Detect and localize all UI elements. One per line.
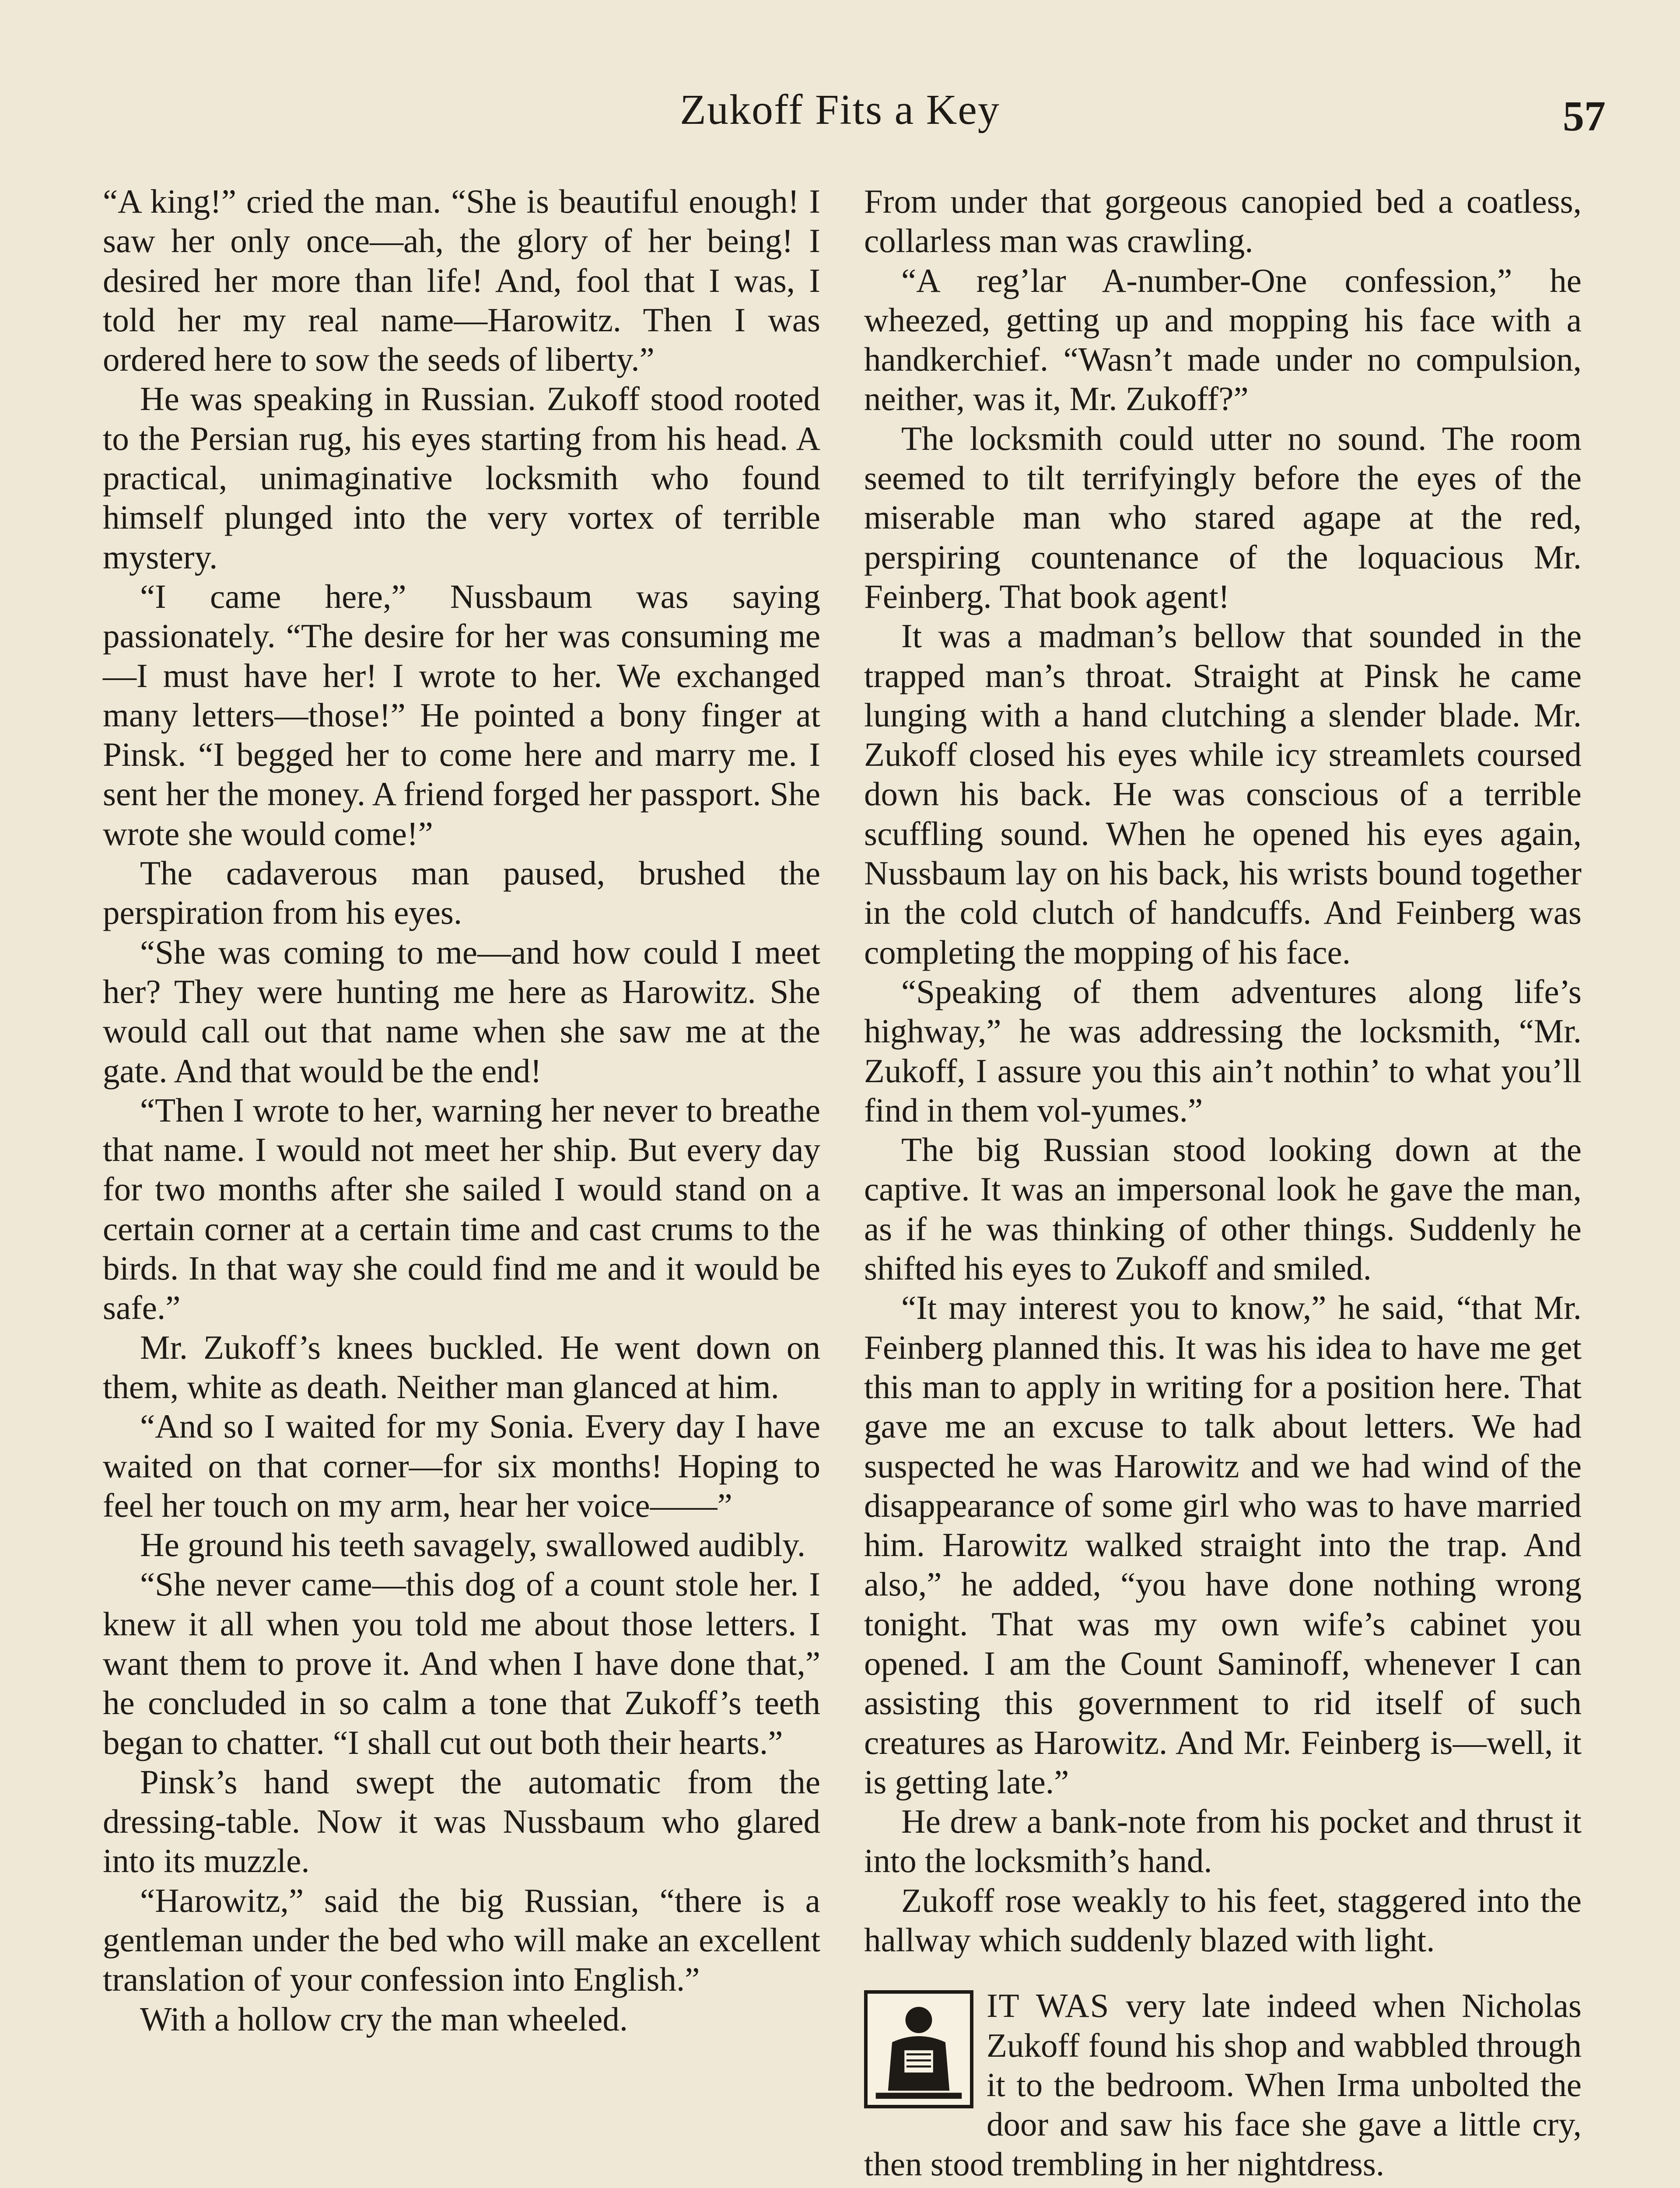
paragraph: He ground his teeth savagely, swallowed audibly. xyxy=(140,1526,806,1564)
lead-in-caps: IT WAS xyxy=(987,1987,1110,2025)
section-break-paragraph xyxy=(864,1986,1582,2183)
paragraph: “It may interest you to know,” he said, “that Mr. Feinberg planned this. It was his idea to have me get this man to apply in writing for a position here. That gave me an excuse to talk about letters. We had suspected he was Harowitz and we had wind of the disappearance of some girl who was to have married him. Harowitz walked straight into the trap. And also,” he added, “you have done nothing wrong tonight. That was my own wife’s cabinet you opened. I am the Count Saminoff, whenever I can assisting this government to rid itself of such creatures as Harowitz. And Mr. Feinberg is—well, it is getting late.” xyxy=(864,1289,1582,1801)
page-title: Zukoff Fits a Key xyxy=(680,86,1000,133)
paragraph: From under that gorgeous canopied bed a coatless, collarless man was crawling. xyxy=(864,182,1582,260)
page-number: 57 xyxy=(1563,93,1606,140)
paragraph: Mr. Zukoff’s knees buckled. He went down on them, white as death. Neither man glanced at him. xyxy=(103,1328,820,1406)
paragraph-text: very late indeed when Nicholas Zukoff found his shop and wabbled through it to the bedroom. When Irma unbolted the door and saw his face she gave a little cry, then stood trembling in her nightdress. xyxy=(864,1987,1582,2183)
paragraph: “Then I wrote to her, warning her never to breathe that name. I would not meet her ship. But every day for two months after she sailed I would stand on a certain corner at a certain time and cast crums to the birds. In that way she could find me and it would be safe.” xyxy=(103,1091,820,1327)
paragraph: It was a madman’s bellow that sounded in the trapped man’s throat. Straight at Pinsk he came lunging with a hand clutching a slender blade. Mr. Zukoff closed his eyes while icy streamlets coursed down his back. He was conscious of a terrible scuffling sound. When he opened his eyes again, Nussbaum lay on his back, his wrists bound together in the cold clutch of handcuffs. And Feinberg was completing the mopping of his face. xyxy=(864,617,1582,971)
paragraph: Pinsk’s hand swept the automatic from the dressing-table. Now it was Nussbaum who glared into its muzzle. xyxy=(103,1763,820,1880)
paragraph: “Harowitz,” said the big Russian, “there is a gentleman under the bed who will make an excellent translation of your confession into English.” xyxy=(103,1881,820,1999)
paragraph: “A reg’lar A-number-One confession,” he wheezed, getting up and mopping his face with a handkerchief. “Wasn’t made under no compulsion, neither, was it, Mr. Zukoff?” xyxy=(864,261,1582,418)
paragraph: “She never came—this dog of a count stole her. I knew it all when you told me about those letters. I want them to prove it. And when I have done that,” he concluded in so calm a tone that Zukoff’s teeth began to chatter. “I shall cut out both their hearts.” xyxy=(103,1565,820,1761)
paragraph: He drew a bank-note from his pocket and thrust it into the locksmith’s hand. xyxy=(864,1802,1582,1880)
paragraph: The big Russian stood looking down at the captive. It was an impersonal look he gave the man, as if he was thinking of other things. Suddenly he shifted his eyes to Zukoff and smiled. xyxy=(864,1131,1582,1287)
paragraph: “She was coming to me—and how could I meet her? They were hunting me here as Harowitz. She would call out that name when she saw me at the gate. And that would be the end! xyxy=(103,933,820,1090)
paragraph: The cadaverous man paused, brushed the perspiration from his eyes. xyxy=(103,854,820,932)
paragraph: “And so I waited for my Sonia. Every day I have waited on that corner—for six months! Hoping to feel her touch on my arm, hear her voice——” xyxy=(103,1407,820,1524)
paragraph: With a hollow cry the man wheeled. xyxy=(140,2000,628,2038)
paragraph: “Speaking of them adventures along life’s highway,” he was addressing the locksmith, “Mr. Zukoff, I assure you this ain’t nothin’ to what you’ll find in them vol-yumes.” xyxy=(864,972,1582,1129)
decorative-figure-icon xyxy=(864,1990,973,2108)
paragraph: “I came here,” Nussbaum was saying passionately. “The desire for her was consuming me—I must have her! I wrote to her. We exchanged many letters—those!” He pointed a bony finger at Pinsk. “I begged her to come here and marry me. I sent her the money. A friend forged her passport. She wrote she would come!” xyxy=(103,577,820,852)
paragraph: He was speaking in Russian. Zukoff stood rooted to the Persian rug, his eyes starting from his head. A practical, unimaginative locksmith who found himself plunged into the very vortex of terrible mystery. xyxy=(103,380,820,576)
paragraph: The locksmith could utter no sound. The room seemed to tilt terrifyingly before the eyes of the miserable man who stared agape at the red, perspiring countenance of the loquacious Mr. Feinberg. That book agent! xyxy=(864,419,1582,615)
paragraph: “A king!” cried the man. “She is beautiful enough! I saw her only once—ah, the glory of her being! I desired her more than life! And, fool that I was, I told her my real name—Harowitz. Then I was ordered here to sow the seeds of liberty.” xyxy=(103,182,820,379)
left-column xyxy=(103,182,820,2039)
paragraph: Zukoff rose weakly to his feet, staggered into the hallway which suddenly blazed with light. xyxy=(864,1881,1582,1959)
right-column xyxy=(864,182,1582,2184)
